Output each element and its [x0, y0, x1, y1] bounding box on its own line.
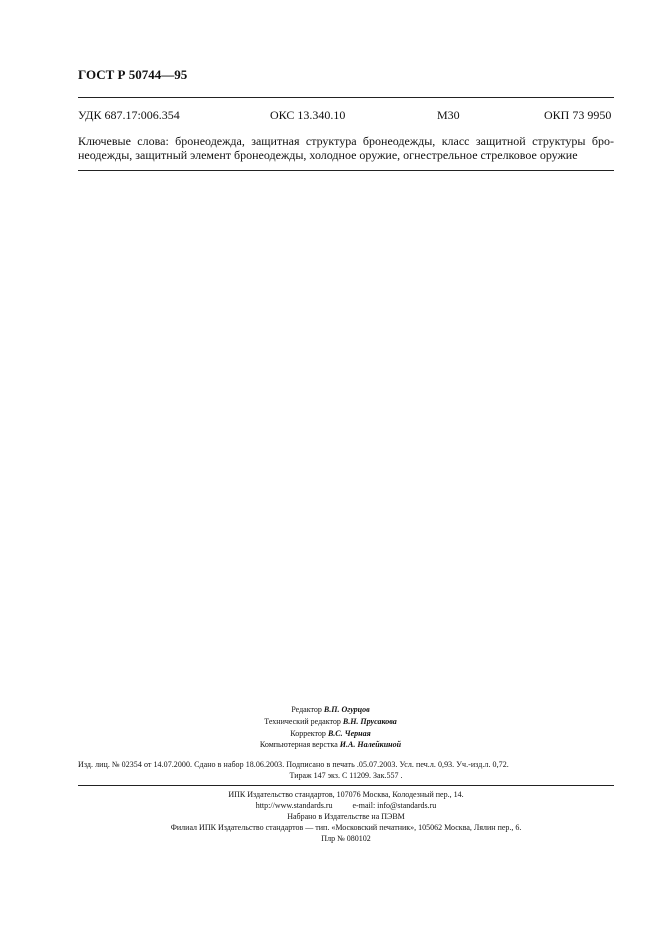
credit-role: Компьютерная верстка [259, 740, 338, 749]
credit-role: Технический редактор [264, 717, 341, 726]
credit-editor [0, 704, 661, 716]
oks-code: ОКС 13.340.10 [270, 108, 346, 122]
imprint-typeset: Набрано в Издательстве на ПЭВМ [287, 812, 405, 821]
okp-code: ОКП 73 9950 [544, 108, 612, 122]
header-divider [78, 97, 614, 98]
keywords-divider [78, 170, 614, 171]
credit-name: В.П. Огурцов [323, 705, 370, 714]
credit-name: В.С. Черная [327, 729, 371, 738]
standard-code: ГОСТ Р 50744—95 [78, 67, 188, 82]
group-code: М30 [437, 108, 460, 122]
imprint-printer: Филиал ИПК Издательство стандартов — тип. «Московский печатник», 105062 Москва, Лялин пер., 6. [170, 823, 522, 832]
imprint-publisher: ИПК Издательство стандартов, 107076 Москва, Колодезный пер., 14. [228, 790, 464, 799]
publication-info: Изд. лиц. № 02354 от 14.07.2000. Сдано в набор 18.06.2003. Подписано в печать .05.07.2003. Усл. печ.л. 0,93. Уч.-изд.л. 0,72. [78, 760, 509, 769]
imprint-license: Плр № 080102 [321, 834, 371, 843]
credit-name: В.Н. Прусакова [342, 717, 397, 726]
credit-name: И.А. Налейкиной [339, 740, 402, 749]
publication-circulation: Тираж 147 экз. С 11209. Зак.557 . [289, 771, 403, 780]
imprint-divider [78, 785, 614, 786]
credit-tech-editor [0, 716, 661, 728]
udk-code: УДК 687.17:006.354 [78, 108, 180, 122]
credit-corrector [0, 728, 661, 740]
imprint-contacts: http://www.standards.ru e-mail: info@standards.ru [255, 801, 437, 810]
credit-role: Редактор [291, 705, 322, 714]
credit-layout [0, 739, 661, 751]
credit-role: Корректор [290, 729, 326, 738]
keywords: Ключевые слова: бронеодежда, защитная структура бронеодежды, класс защитной структуры бронеодежды, защитный элемент бронеодежды, холодное оружие, огнестрельное стрелковое оружие [78, 134, 614, 162]
